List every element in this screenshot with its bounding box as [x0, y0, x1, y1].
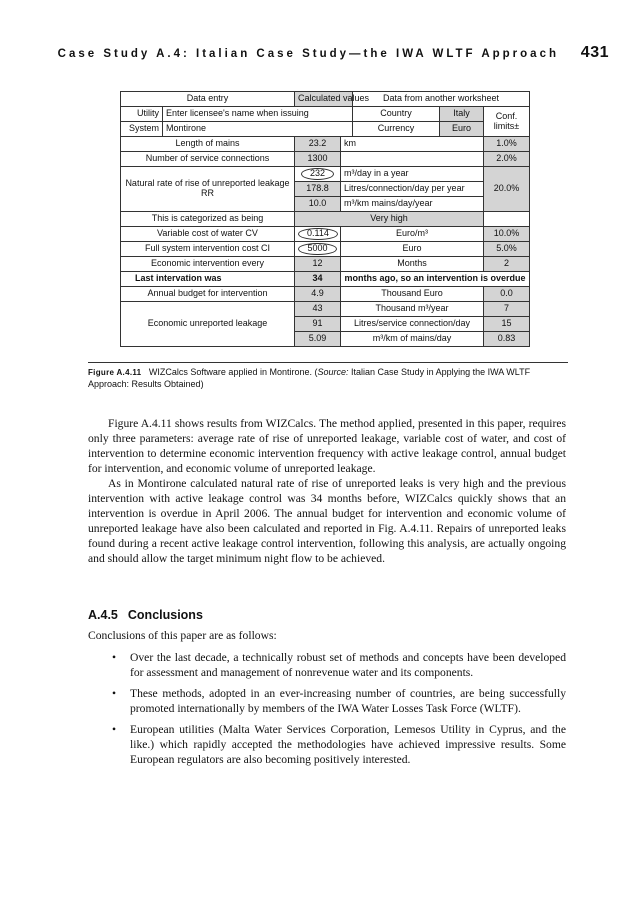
eul-value-3: 5.09	[295, 332, 341, 347]
wizcalcs-table	[120, 91, 530, 347]
empty-cell	[341, 152, 484, 167]
table-row	[121, 167, 530, 182]
country-value: Italy	[440, 107, 484, 122]
eul-value-1: 43	[295, 302, 341, 317]
ei-conf: 2	[484, 257, 530, 272]
table-row	[121, 152, 530, 167]
utility-label: Utility	[121, 107, 163, 122]
ci-label: Full system intervention cost CI	[121, 242, 295, 257]
ci-value	[295, 242, 341, 257]
header-calculated-values: Calculated values	[295, 92, 353, 107]
last-intervention-value: 34	[295, 272, 341, 287]
body-text	[88, 416, 566, 566]
rr-conf: 20.0%	[484, 167, 530, 212]
last-intervention-label: Last intervation was	[121, 272, 295, 287]
ci-conf: 5.0%	[484, 242, 530, 257]
ci-value-text: 5000	[298, 243, 336, 255]
section-number: A.4.5	[88, 608, 118, 622]
eul-value-2: 91	[295, 317, 341, 332]
cv-conf: 10.0%	[484, 227, 530, 242]
table-row	[121, 227, 530, 242]
empty-cell	[484, 212, 530, 227]
rr-value-1	[295, 167, 341, 182]
rr-value-2: 178.8	[295, 182, 341, 197]
caption-text: WIZCalcs Software applied in Montirone. (	[148, 367, 318, 377]
ei-label: Economic intervention every	[121, 257, 295, 272]
caption-label: Figure A.4.11	[88, 368, 142, 377]
bullet-symbol: •	[112, 687, 117, 700]
list-item	[110, 650, 566, 680]
connections-label: Number of service connections	[121, 152, 295, 167]
category-label: This is categorized as being	[121, 212, 295, 227]
table-row	[121, 242, 530, 257]
cv-value-text: 0.114	[298, 228, 338, 240]
bullet-symbol: •	[112, 651, 117, 664]
conf-limits-label: Conf. limits±	[484, 107, 530, 137]
connections-value: 1300	[295, 152, 341, 167]
table-row	[121, 287, 530, 302]
list-item	[110, 722, 566, 767]
list-item-text: European utilities (Malta Water Services Corporation, Lemesos Utility in Cyprus, and the like.) which rapidly accepted the methodologies have achieved impressive results. Some European regulators are also becoming positively interested.	[130, 723, 566, 766]
section-heading	[88, 608, 213, 622]
eul-unit-2: Litres/service connection/day	[341, 317, 484, 332]
table-row	[121, 122, 530, 137]
length-value: 23.2	[295, 137, 341, 152]
eul-conf-3: 0.83	[484, 332, 530, 347]
length-label: Length of mains	[121, 137, 295, 152]
rr-unit-3: m³/km mains/day/year	[341, 197, 484, 212]
running-title: Case Study A.4: Italian Case Study—the IWA WLTF Approach	[57, 48, 559, 60]
cv-value	[295, 227, 341, 242]
ci-unit: Euro	[341, 242, 484, 257]
eul-unit-3: m³/km of mains/day	[341, 332, 484, 347]
cv-label: Variable cost of water CV	[121, 227, 295, 242]
paragraph-1: Figure A.4.11 shows results from WIZCalcs. The method applied, presented in this paper, requires only three parameters: average rate of rise of unreported leakage, variable cost of water, and cost of intervention to determine economic intervention frequency with active leakage control, annual budget for intervention, and economic volume of unreported leakage.	[88, 417, 566, 475]
section-title: Conclusions	[127, 608, 203, 622]
connections-conf: 2.0%	[484, 152, 530, 167]
rr-label: Natural rate of rise of unreported leakage RR	[121, 167, 295, 212]
list-item	[110, 686, 566, 716]
figure-wizcalcs	[120, 91, 529, 347]
section-intro: Conclusions of this paper are as follows:	[88, 629, 277, 642]
page-number: 431	[580, 44, 609, 61]
cv-unit: Euro/m³	[341, 227, 484, 242]
last-intervention-message: months ago, so an intervention is overdue	[341, 272, 530, 287]
eul-label: Economic unreported leakage	[121, 302, 295, 347]
header-other-worksheet: Data from another worksheet	[353, 92, 530, 107]
currency-label: Currency	[353, 122, 440, 137]
figure-caption	[88, 362, 568, 390]
table-row	[121, 272, 530, 287]
budget-unit: Thousand Euro	[341, 287, 484, 302]
list-item-text: These methods, adopted in an ever-increasing number of countries, are being successfully promoted internationally by members of the IWA Water Losses Task Force (WLTF).	[130, 687, 566, 715]
length-unit: km	[341, 137, 484, 152]
header-data-entry: Data entry	[121, 92, 295, 107]
eul-conf-2: 15	[484, 317, 530, 332]
length-conf: 1.0%	[484, 137, 530, 152]
table-row	[121, 137, 530, 152]
rr-value-1-text: 232	[301, 168, 334, 180]
paragraph-2: As in Montirone calculated natural rate of rise of unreported leaks is very high and the previous intervention with active leakage control was 34 months before, WIZCalcs quickly shows that an intervention is overdue in April 2006. The annual budget for intervention and economic volume of unreported leakage have also been calculated and reported in Fig. A.4.11. Repairs of unreported leaks found during a recent active leakage control intervention, following this analysis, are actually ongoing and should allow the target minimum night flow to be achieved.	[88, 477, 566, 565]
eul-conf-1: 7	[484, 302, 530, 317]
caption-source: Source:	[317, 367, 349, 377]
ei-unit: Months	[341, 257, 484, 272]
category-value: Very high	[295, 212, 484, 227]
conclusions-list	[110, 650, 566, 773]
country-label: Country	[353, 107, 440, 122]
system-value: Montirone	[163, 122, 353, 137]
table-row	[121, 302, 530, 317]
system-label: System	[121, 122, 163, 137]
budget-conf: 0.0	[484, 287, 530, 302]
rr-value-3: 10.0	[295, 197, 341, 212]
budget-label: Annual budget for intervention	[121, 287, 295, 302]
table-row	[121, 257, 530, 272]
rr-unit-1: m³/day in a year	[341, 167, 484, 182]
ei-value: 12	[295, 257, 341, 272]
table-row	[121, 107, 530, 122]
utility-value: Enter licensee's name when issuing	[163, 107, 353, 122]
table-row	[121, 92, 530, 107]
rr-unit-2: Litres/connection/day per year	[341, 182, 484, 197]
budget-value: 4.9	[295, 287, 341, 302]
eul-unit-1: Thousand m³/year	[341, 302, 484, 317]
caption-rest: Italian Case Study in Applying the IWA WLTF Approach: Results Obtained)	[88, 367, 531, 389]
list-item-text: Over the last decade, a technically robust set of methods and concepts have been developed for assessment and management of nonrevenue water and its components.	[130, 651, 566, 679]
currency-value: Euro	[440, 122, 484, 137]
table-row	[121, 212, 530, 227]
bullet-symbol: •	[112, 723, 117, 736]
